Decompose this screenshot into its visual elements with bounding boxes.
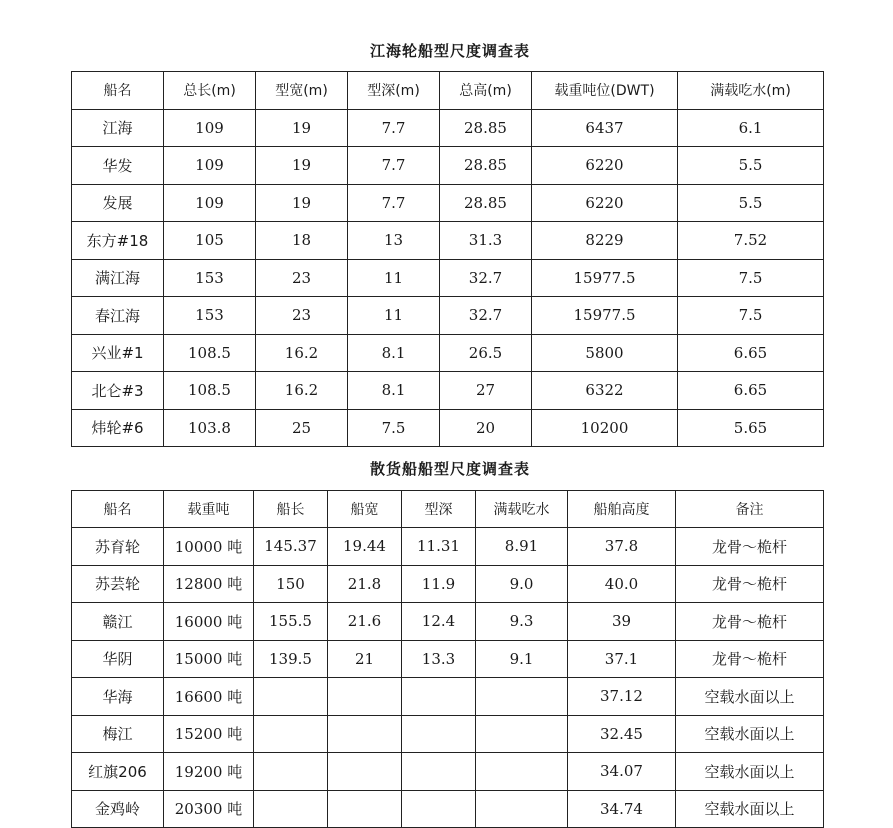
table2-cell: 20300 吨 (164, 790, 254, 828)
table2-cell: 139.5 (254, 640, 328, 678)
table1-cell: 108.5 (164, 372, 256, 410)
table1-cell: 5800 (532, 334, 678, 372)
table1-cell: 108.5 (164, 334, 256, 372)
jianghai-ship-table (71, 71, 824, 447)
table2-header-cell: 备注 (676, 491, 824, 528)
table2-cell (402, 790, 476, 828)
table2-cell: 32.45 (568, 715, 676, 753)
table1-header-row (72, 72, 824, 110)
table1-cell: 13 (348, 222, 440, 260)
table1-header-cell: 总高(m) (440, 72, 532, 110)
table1-cell: 5.5 (678, 184, 824, 222)
table2-row (72, 603, 824, 641)
table1-title: 江海轮船型尺度调查表 (369, 42, 530, 60)
table2-header-cell: 满载吃水 (476, 491, 568, 528)
table2-header-cell: 型深 (402, 491, 476, 528)
table2-cell (328, 753, 402, 791)
table2-cell: 11.31 (402, 528, 476, 566)
table1-cell: 15977.5 (532, 259, 678, 297)
table2-cell: 9.0 (476, 565, 568, 603)
table2-ship-name-cell: 红旗206 (72, 753, 164, 791)
table2-title: 散货船船型尺度调查表 (369, 460, 530, 478)
table1-cell: 28.85 (440, 184, 532, 222)
table1-cell: 26.5 (440, 334, 532, 372)
table2-cell: 龙骨～桅杆 (676, 603, 824, 641)
table2-cell: 空载水面以上 (676, 790, 824, 828)
table2-row (72, 640, 824, 678)
table1-cell: 153 (164, 297, 256, 335)
table2-cell: 15000 吨 (164, 640, 254, 678)
table1-cell: 19 (256, 147, 348, 185)
table1-cell: 19 (256, 109, 348, 147)
table1-row (72, 259, 824, 297)
table2-cell: 150 (254, 565, 328, 603)
table1-cell: 7.7 (348, 147, 440, 185)
table1-cell: 103.8 (164, 409, 256, 447)
table1-cell: 109 (164, 147, 256, 185)
table2-ship-name-cell: 梅江 (72, 715, 164, 753)
table2-cell: 龙骨～桅杆 (676, 640, 824, 678)
table1-cell: 8.1 (348, 334, 440, 372)
table2-cell: 34.74 (568, 790, 676, 828)
table1-cell: 6.65 (678, 334, 824, 372)
table1-ship-name-cell: 江海 (72, 109, 164, 147)
table1-header-cell: 载重吨位(DWT) (532, 72, 678, 110)
table2-cell: 空载水面以上 (676, 753, 824, 791)
table2-cell (254, 790, 328, 828)
table2-cell: 34.07 (568, 753, 676, 791)
table2-cell: 9.3 (476, 603, 568, 641)
table2-row (72, 678, 824, 716)
bulk-carrier-table (71, 490, 824, 828)
table2-cell: 37.8 (568, 528, 676, 566)
table2-cell (402, 678, 476, 716)
table1-cell: 8229 (532, 222, 678, 260)
table1-cell: 109 (164, 184, 256, 222)
table2-cell (476, 715, 568, 753)
table2-cell: 16600 吨 (164, 678, 254, 716)
table1-row (72, 297, 824, 335)
table1-cell: 7.7 (348, 184, 440, 222)
table2-cell (476, 678, 568, 716)
table1-row (72, 372, 824, 410)
table1-ship-name-cell: 炜轮#6 (72, 409, 164, 447)
table1-cell: 11 (348, 297, 440, 335)
table1-header-cell: 船名 (72, 72, 164, 110)
table1-row (72, 184, 824, 222)
table2-header-row (72, 491, 824, 528)
table2-header-cell: 船舶高度 (568, 491, 676, 528)
table2-cell: 12.4 (402, 603, 476, 641)
table2-cell (402, 715, 476, 753)
table1-cell: 31.3 (440, 222, 532, 260)
table1-ship-name-cell: 满江海 (72, 259, 164, 297)
table2-cell: 16000 吨 (164, 603, 254, 641)
table2-ship-name-cell: 金鸡岭 (72, 790, 164, 828)
table2-ship-name-cell: 华海 (72, 678, 164, 716)
table1-ship-name-cell: 春江海 (72, 297, 164, 335)
table1-cell: 5.5 (678, 147, 824, 185)
table1-cell: 7.5 (678, 297, 824, 335)
table2-cell: 19.44 (328, 528, 402, 566)
table1-cell: 6437 (532, 109, 678, 147)
table2-cell (254, 753, 328, 791)
table2-header-cell: 船宽 (328, 491, 402, 528)
table1-cell: 7.5 (348, 409, 440, 447)
table1-cell: 6220 (532, 147, 678, 185)
table2-cell: 40.0 (568, 565, 676, 603)
table1-cell: 6220 (532, 184, 678, 222)
table2-header-cell: 船长 (254, 491, 328, 528)
table2-cell (476, 790, 568, 828)
table1-cell: 15977.5 (532, 297, 678, 335)
table1-cell: 5.65 (678, 409, 824, 447)
table2-cell: 15200 吨 (164, 715, 254, 753)
table1-header-cell: 满载吃水(m) (678, 72, 824, 110)
table2-cell: 空载水面以上 (676, 678, 824, 716)
table2-cell: 21.8 (328, 565, 402, 603)
table1-cell: 27 (440, 372, 532, 410)
table1-cell: 7.5 (678, 259, 824, 297)
table2-row (72, 565, 824, 603)
table2-cell (254, 678, 328, 716)
table1-row (72, 147, 824, 185)
table2-cell: 8.91 (476, 528, 568, 566)
table1-cell: 7.7 (348, 109, 440, 147)
table1-cell: 7.52 (678, 222, 824, 260)
table2-cell: 19200 吨 (164, 753, 254, 791)
table1-cell: 25 (256, 409, 348, 447)
table1-header-cell: 总长(m) (164, 72, 256, 110)
table1-cell: 28.85 (440, 147, 532, 185)
table1-cell: 6.65 (678, 372, 824, 410)
table2-header-cell: 船名 (72, 491, 164, 528)
table2-cell: 21 (328, 640, 402, 678)
table1-cell: 28.85 (440, 109, 532, 147)
table2-cell (476, 753, 568, 791)
table1-cell: 153 (164, 259, 256, 297)
table2-cell: 13.3 (402, 640, 476, 678)
table1-cell: 32.7 (440, 297, 532, 335)
table2-cell: 21.6 (328, 603, 402, 641)
table1-row (72, 109, 824, 147)
table2-cell: 龙骨～桅杆 (676, 528, 824, 566)
table2-cell: 龙骨～桅杆 (676, 565, 824, 603)
table1-row (72, 334, 824, 372)
table2-header-cell: 载重吨 (164, 491, 254, 528)
table2-cell (328, 790, 402, 828)
table2-cell (328, 678, 402, 716)
table1-header-cell: 型宽(m) (256, 72, 348, 110)
table1-cell: 6322 (532, 372, 678, 410)
table1-cell: 32.7 (440, 259, 532, 297)
table2-cell (328, 715, 402, 753)
table2-row (72, 790, 824, 828)
table2-ship-name-cell: 苏芸轮 (72, 565, 164, 603)
table2-cell: 10000 吨 (164, 528, 254, 566)
table1-row (72, 409, 824, 447)
table2-cell: 37.1 (568, 640, 676, 678)
table2-ship-name-cell: 赣江 (72, 603, 164, 641)
table2-cell: 9.1 (476, 640, 568, 678)
table1-cell: 10200 (532, 409, 678, 447)
table2-ship-name-cell: 苏育轮 (72, 528, 164, 566)
table1-cell: 6.1 (678, 109, 824, 147)
table2-cell (402, 753, 476, 791)
table1-ship-name-cell: 华发 (72, 147, 164, 185)
table1-cell: 105 (164, 222, 256, 260)
table2-row (72, 528, 824, 566)
table2-cell: 145.37 (254, 528, 328, 566)
table2-ship-name-cell: 华阴 (72, 640, 164, 678)
table2-cell (254, 715, 328, 753)
table1-header-cell: 型深(m) (348, 72, 440, 110)
table2-cell: 11.9 (402, 565, 476, 603)
table1-cell: 16.2 (256, 334, 348, 372)
table1-ship-name-cell: 发展 (72, 184, 164, 222)
table2-cell: 12800 吨 (164, 565, 254, 603)
table2-cell: 39 (568, 603, 676, 641)
table2-cell: 空载水面以上 (676, 715, 824, 753)
table1-row (72, 222, 824, 260)
table1-cell: 19 (256, 184, 348, 222)
table1-cell: 20 (440, 409, 532, 447)
table1-cell: 11 (348, 259, 440, 297)
table2-row (72, 715, 824, 753)
table1-ship-name-cell: 兴业#1 (72, 334, 164, 372)
table2-cell: 37.12 (568, 678, 676, 716)
table2-row (72, 753, 824, 791)
table1-cell: 23 (256, 259, 348, 297)
table1-cell: 23 (256, 297, 348, 335)
table1-ship-name-cell: 北仑#3 (72, 372, 164, 410)
table2-cell: 155.5 (254, 603, 328, 641)
table1-ship-name-cell: 东方#18 (72, 222, 164, 260)
table1-cell: 109 (164, 109, 256, 147)
table1-cell: 18 (256, 222, 348, 260)
table1-cell: 8.1 (348, 372, 440, 410)
table1-cell: 16.2 (256, 372, 348, 410)
